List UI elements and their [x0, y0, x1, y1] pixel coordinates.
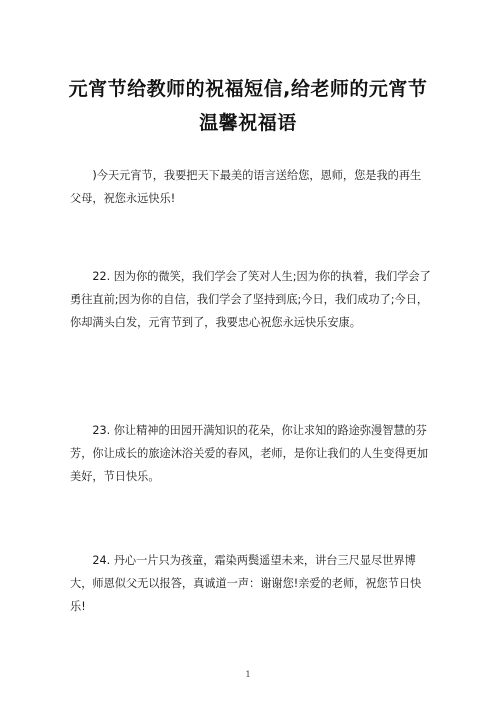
page-number: 1 [245, 670, 251, 679]
paragraph-24: 24. 丹心一片只为孩童，霜染两鬓遥望未来，讲台三尺显尽世界博大，师恩似父无以报答，真诚道一声：谢谢您!亲爱的老师，祝您节日快乐! [70, 554, 422, 613]
paragraph-intro: )今天元宵节，我要把天下最美的语言送给您，恩师，您是我的再生父母，祝您永远快乐! [70, 169, 422, 205]
document-title-line-1: 元宵节给教师的祝福短信,给老师的元宵节 [68, 78, 428, 100]
paragraph-22: 22. 因为你的微笑，我们学会了笑对人生;因为你的执着，我们学会了勇往直前;因为你的自信，我们学会了坚持到底;今日，我们成功了;今日，你却满头白发，元宵节到了，我要忠心祝您永远快乐安康。 [70, 270, 431, 329]
document-title-line-2: 温馨祝福语 [199, 112, 297, 134]
paragraph-23: 23. 你让精神的田园开满知识的花朵，你让求知的路途弥漫智慧的芬芳，你让成长的旅途沐浴关爱的春风，老师，是你让我们的人生变得更加美好，节日快乐。 [70, 424, 429, 483]
